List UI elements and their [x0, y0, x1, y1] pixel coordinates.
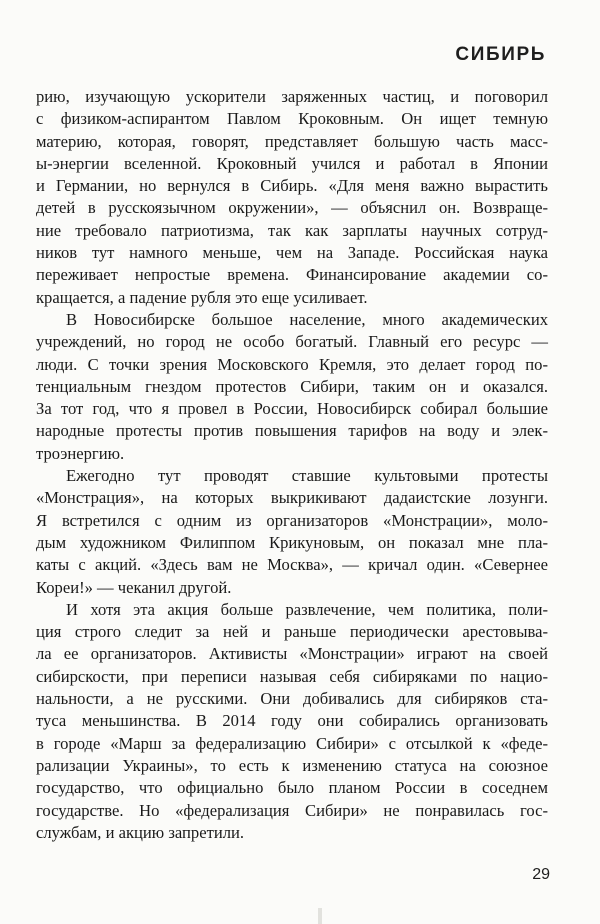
text-line: народные протесты против повышения тарифов на воду и элек- [36, 421, 548, 441]
paragraph-1 [36, 86, 548, 309]
text-line: Кореи!» — чеканил другой. [36, 577, 232, 597]
text-line: каты с акций. «Здесь вам не Москва», — кричал один. «Севернее [36, 555, 548, 575]
paragraph-2 [36, 309, 548, 465]
scan-edge-mark [318, 908, 322, 924]
text-line: Я встретился с одним из организаторов «Монстрации», моло- [36, 510, 548, 530]
text-line: туса меньшинства. В 2014 году они собирались организовать [36, 711, 548, 731]
body-text [36, 86, 548, 844]
text-line: За тот год, что я провел в России, Новосибирск собирал большие [36, 399, 548, 419]
running-title: СИБИРЬ [455, 44, 546, 65]
text-line: Ежегодно тут проводят ставшие культовыми протесты [66, 466, 548, 486]
text-line: учреждений, но город не особо богатый. Главный его ресурс — [36, 332, 548, 352]
text-line: кращается, а падение рубля это еще усиливает. [36, 287, 368, 307]
page-number: 29 [532, 866, 550, 883]
text-line: с физиком-аспирантом Павлом Кроковным. Он ищет темную [36, 109, 548, 129]
text-line: детей в русскоязычном окружении», — объяснил он. Возвраще- [36, 198, 548, 218]
text-line: переживает непростые времена. Финансирование академии со- [36, 265, 548, 285]
text-line: В Новосибирске большое население, много академических [66, 309, 548, 329]
text-line: рию, изучающую ускорители заряженных частиц, и поговорил [36, 87, 548, 106]
text-line: «Монстрация», на которых выкрикивают дадаистские лозунги. [36, 488, 548, 508]
text-line: люди. С точки зрения Московского Кремля, это делает город по- [36, 354, 548, 374]
text-line: И хотя эта акция больше развлечение, чем политика, поли- [66, 599, 548, 619]
text-line: ние требовало патриотизма, так как зарплаты научных сотруд- [36, 220, 548, 240]
text-line: рализации Украины», то есть к изменению статуса на союзное [36, 755, 548, 775]
text-line: дым художником Филиппом Крикуновым, он показал мне пла- [36, 532, 548, 552]
text-line: в городе «Марш за федерализацию Сибири» с отсылкой к «феде- [36, 733, 548, 753]
text-line: тенциальным гнездом протестов Сибири, таким он и оказался. [36, 376, 548, 396]
text-line: ы-энергии вселенной. Кроковный учился и работал в Японии [36, 153, 548, 173]
text-line: государстве. Но «федерализация Сибири» не понравилась гос- [36, 800, 548, 820]
text-line: троэнергию. [36, 443, 125, 463]
text-line: службам, и акцию запретили. [36, 822, 245, 842]
text-line: и Германии, но вернулся в Сибирь. «Для меня важно вырастить [36, 176, 548, 196]
text-line: государство, что официально было планом России в соседнем [36, 778, 548, 798]
text-line: ников тут намного меньше, чем на Западе. Российская наука [36, 243, 548, 263]
text-line: сибирскости, при переписи называя себя сибиряками по нацио- [36, 666, 548, 686]
text-line: материю, которая, говорят, представляет большую часть масс- [36, 131, 548, 151]
text-line: ла ее организаторов. Активисты «Монстрации» играют на своей [36, 644, 548, 664]
paragraph-3 [36, 465, 548, 599]
text-line: ция строго следит за ней и раньше периодически арестовыва- [36, 622, 548, 642]
text-line: нальности, а не русскими. Они добивались для сибиряков ста- [36, 689, 548, 709]
paragraph-4 [36, 599, 548, 844]
